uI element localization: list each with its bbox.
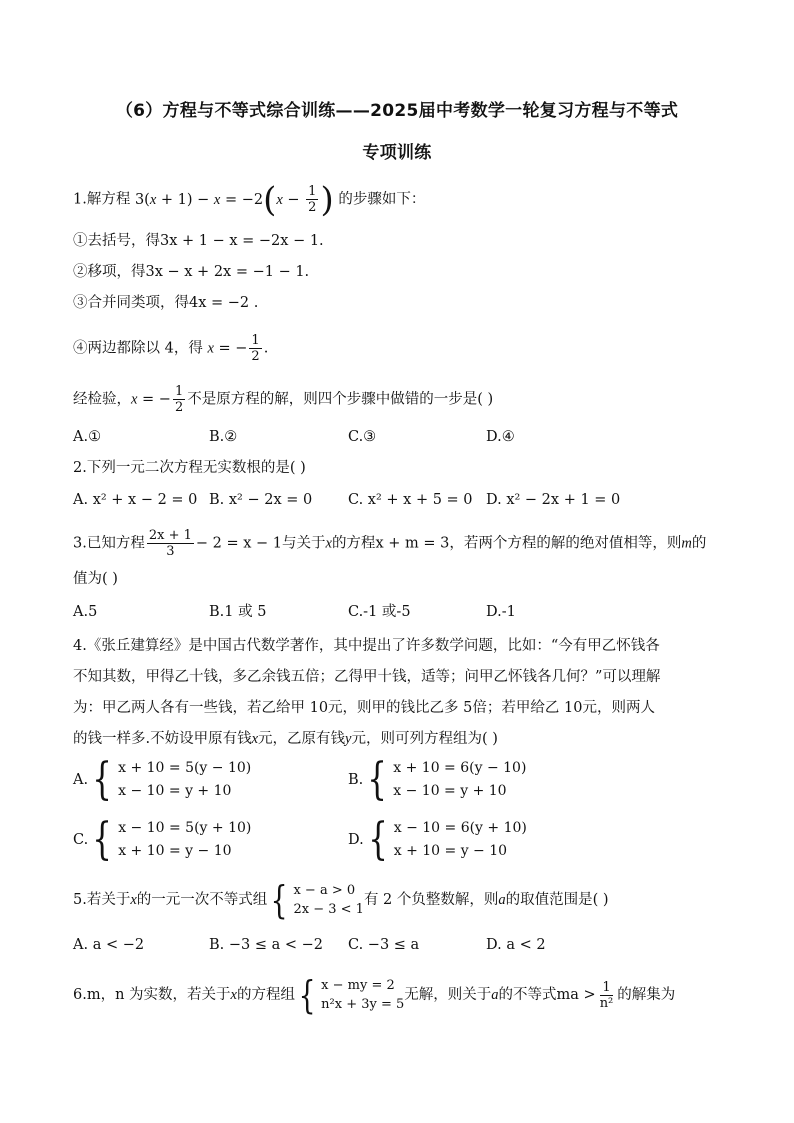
page-title: （6）方程与不等式综合训练——2025届中考数学一轮复习方程与不等式 [115, 101, 679, 121]
q1-stem: 1.解方程 3(x + 1) − x = −2(x − $\frac{1}{2}$ ) 的步骤如下： [73, 179, 426, 220]
page-subtitle: 专项训练 [362, 143, 432, 163]
q4-option-b[interactable]: B. { x + 10 = 6(y − 10) x − 10 = y + 10 [348, 754, 527, 805]
q3-stem: 3.已知方程 $\frac{2x + 1}{3}$ − 2 = x − 1与关于x的方程x + m = 3，若两个方程的解的绝对值相等，则m的 [73, 528, 707, 559]
q4-option-a[interactable]: A. { x + 10 = 5(y − 10) x − 10 = y + 10 [73, 754, 252, 805]
q5-stem: 5.若关于x的一元一次不等式组 { x − a > 0 2x − 3 < 1 有 2 个负整数解，则a的取值范围是( ) [73, 878, 609, 922]
q3-option-c[interactable]: C.-1 或-5 [348, 604, 411, 620]
q2-option-a[interactable]: A. x² + x − 2 = 0 [73, 492, 198, 508]
q5-option-b[interactable]: B. −3 ≤ a < −2 [209, 937, 324, 953]
q2-option-d[interactable]: D. x² − 2x + 1 = 0 [486, 492, 621, 508]
q1-step-3: ③合并同类项，得4x = −2 . [73, 295, 259, 311]
q1-option-c[interactable]: C.③ [348, 429, 377, 445]
q4-option-c[interactable]: C. { x − 10 = 5(y + 10) x + 10 = y − 10 [73, 814, 252, 865]
q3-option-a[interactable]: A.5 [73, 604, 98, 620]
q4-option-d[interactable]: D. { x − 10 = 6(y + 10) x + 10 = y − 10 [348, 814, 527, 865]
q3-option-b[interactable]: B.1 或 5 [209, 604, 267, 620]
q1-option-b[interactable]: B.② [209, 429, 238, 445]
q2-option-c[interactable]: C. x² + x + 5 = 0 [348, 492, 473, 508]
q2-option-b[interactable]: B. x² − 2x = 0 [209, 492, 313, 508]
q4-stem-line1: 4.《张丘建算经》是中国古代数学著作，其中提出了许多数学问题，比如：“今有甲乙怀钱各 [73, 638, 660, 654]
q6-stem: 6.m，n 为实数，若关于x的方程组 { x − my = 2 n²x + 3y = 5 无解，则关于a的不等式ma > $\frac{1}{\text{n²}}$ 的解集为 [73, 973, 676, 1017]
q3-stem-line2: 值为( ) [73, 571, 118, 587]
q4-stem-line3: 为：甲乙两人各有一些钱，若乙给甲 10元，则甲的钱比乙多 5倍；若甲给乙 10元，则两人 [73, 700, 655, 716]
q1-option-d[interactable]: D.④ [486, 429, 515, 445]
q3-option-d[interactable]: D.-1 [486, 604, 516, 620]
q2-stem: 2.下列一元二次方程无实数根的是( ) [73, 460, 306, 476]
q1-option-a[interactable]: A.① [73, 429, 102, 445]
q5-option-d[interactable]: D. a < 2 [486, 937, 546, 953]
q1-step-4: ④两边都除以 4，得 x = − $\frac{1}{2}$ . [73, 333, 269, 364]
q5-option-a[interactable]: A. a < −2 [73, 937, 145, 953]
q1-step-2: ②移项，得3x − x + 2x = −1 − 1. [73, 264, 310, 280]
q4-stem-line2: 不知其数，甲得乙十钱，多乙余钱五倍；乙得甲十钱，适等；问甲乙怀钱各几何？”可以理解 [73, 669, 661, 685]
fraction-half: $\frac{1}{2}$ [308, 184, 317, 215]
q4-stem-line4: 的钱一样多.不妨设甲原有钱x元，乙原有钱y元，则可列方程组为( ) [73, 731, 498, 747]
q5-option-c[interactable]: C. −3 ≤ a [348, 937, 420, 953]
q1-step-1: ①去括号，得3x + 1 − x = −2x − 1. [73, 233, 324, 249]
q1-check: 经检验，x = − $\frac{1}{2}$ 不是原方程的解，则四个步骤中做错的一步是( ) [73, 384, 494, 415]
q1-equation: 3(x + 1) − x = −2(x − $\frac{1}{2}$ ) [134, 179, 334, 220]
